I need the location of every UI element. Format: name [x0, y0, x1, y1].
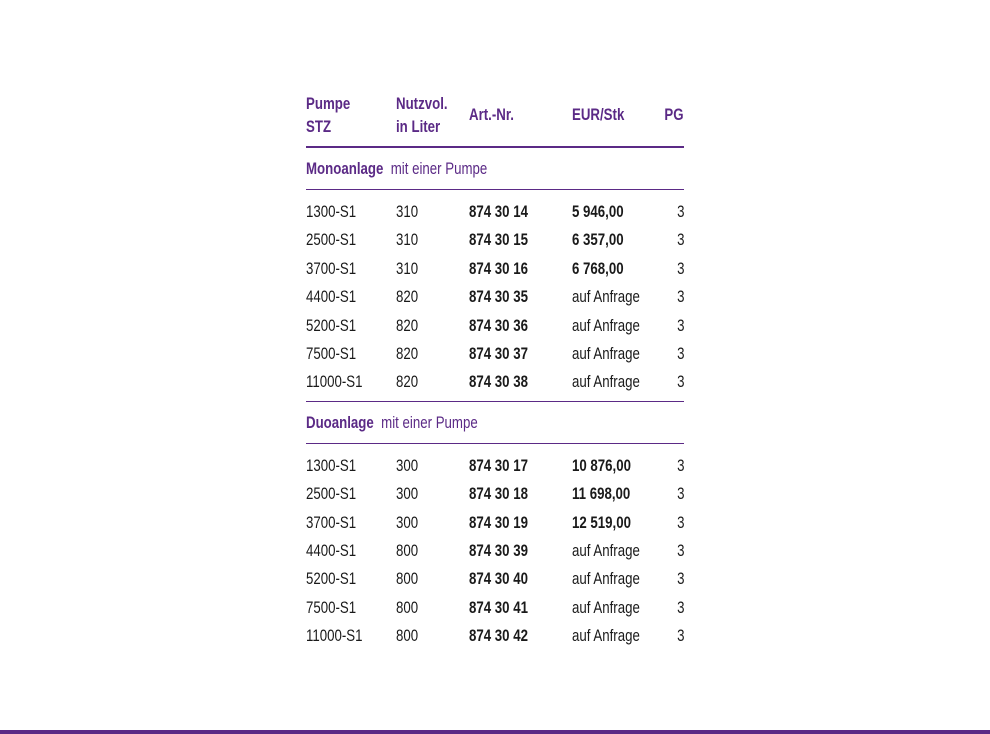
cell-price: 5 946,00 [572, 202, 624, 221]
cell-article-number: 874 30 15 [469, 230, 528, 250]
cell-article-number: 874 30 36 [469, 315, 528, 335]
cell-pumpe: 11000-S1 [306, 626, 363, 646]
cell-volume: 310 [396, 202, 419, 221]
cell-price: 12 519,00 [572, 512, 631, 532]
cell-pumpe: 7500-S1 [306, 597, 357, 617]
section-monoanlage [306, 148, 684, 401]
cell-pg: 3 [676, 626, 684, 646]
header-volume-line2: in Liter [396, 117, 441, 136]
cell-price: auf Anfrage [572, 315, 640, 335]
section-title [306, 401, 684, 444]
price-table [306, 92, 684, 654]
cell-price: auf Anfrage [572, 626, 640, 646]
cell-article-number: 874 30 19 [469, 512, 528, 532]
cell-price: auf Anfrage [572, 597, 640, 617]
cell-price: 11 698,00 [572, 484, 631, 504]
cell-volume: 820 [396, 343, 419, 363]
cell-price: 6 357,00 [572, 230, 624, 250]
table-row [306, 509, 684, 537]
cell-price: auf Anfrage [572, 343, 640, 363]
cell-volume: 800 [396, 597, 419, 617]
cell-volume: 820 [396, 315, 419, 335]
cell-article-number: 874 30 41 [469, 597, 528, 617]
header-volume-line1: Nutzvol. [396, 94, 448, 113]
cell-pg: 3 [676, 258, 684, 278]
table-row [306, 226, 684, 254]
cell-pumpe: 11000-S1 [306, 372, 363, 392]
table-row [306, 565, 684, 593]
table-row [306, 198, 684, 226]
cell-price: 10 876,00 [572, 455, 631, 475]
bottom-rule [0, 730, 990, 734]
section-name: Monoanlage [306, 159, 384, 178]
header-pumpe-line1: Pumpe [306, 94, 351, 113]
cell-pg: 3 [676, 343, 684, 363]
cell-volume: 300 [396, 512, 419, 532]
cell-volume: 820 [396, 372, 419, 392]
cell-pg: 3 [676, 202, 684, 221]
table-row [306, 340, 684, 368]
table-row [306, 480, 684, 508]
cell-volume: 300 [396, 455, 419, 475]
cell-article-number: 874 30 38 [469, 372, 528, 392]
cell-price: auf Anfrage [572, 287, 640, 307]
cell-volume: 800 [396, 569, 419, 589]
header-price-label: EUR/Stk [572, 105, 625, 124]
cell-pumpe: 2500-S1 [306, 484, 357, 504]
cell-article-number: 874 30 16 [469, 258, 528, 278]
cell-pg: 3 [676, 597, 684, 617]
cell-article-number: 874 30 39 [469, 540, 528, 560]
cell-article-number: 874 30 17 [469, 455, 528, 475]
cell-article-number: 874 30 42 [469, 626, 528, 646]
cell-price: auf Anfrage [572, 372, 640, 392]
section-name: Duoanlage [306, 412, 374, 432]
section-rows [306, 444, 684, 655]
table-row [306, 255, 684, 283]
section-subtitle: mit einer Pumpe [390, 159, 488, 178]
header-pumpe-line2: STZ [306, 117, 332, 136]
cell-pumpe: 1300-S1 [306, 202, 357, 221]
cell-volume: 800 [396, 540, 419, 560]
cell-article-number: 874 30 37 [469, 343, 528, 363]
section-title [306, 148, 684, 190]
header-pumpe [306, 92, 363, 138]
cell-pg: 3 [676, 540, 684, 560]
cell-article-number: 874 30 40 [469, 569, 528, 589]
table-row [306, 283, 684, 311]
table-row [306, 594, 684, 622]
cell-pg: 3 [676, 512, 684, 532]
table-row [306, 452, 684, 480]
cell-volume: 800 [396, 626, 419, 646]
table-header [306, 92, 684, 148]
header-article-number [469, 103, 527, 126]
table-row [306, 537, 684, 565]
cell-pumpe: 2500-S1 [306, 230, 357, 250]
table-row [306, 312, 684, 340]
cell-pg: 3 [676, 287, 684, 307]
header-price [572, 103, 639, 126]
cell-pg: 3 [676, 455, 684, 475]
cell-price: auf Anfrage [572, 540, 640, 560]
cell-pumpe: 3700-S1 [306, 258, 357, 278]
cell-volume: 300 [396, 484, 419, 504]
section-subtitle: mit einer Pumpe [381, 412, 478, 432]
cell-price: 6 768,00 [572, 258, 624, 278]
cell-pumpe: 4400-S1 [306, 287, 357, 307]
cell-volume: 310 [396, 258, 419, 278]
cell-pumpe: 7500-S1 [306, 343, 357, 363]
cell-volume: 310 [396, 230, 419, 250]
cell-article-number: 874 30 14 [469, 202, 528, 221]
cell-pumpe: 3700-S1 [306, 512, 357, 532]
table-row [306, 368, 684, 396]
section-duoanlage [306, 401, 684, 655]
cell-pumpe: 5200-S1 [306, 569, 357, 589]
header-article-number-label: Art.-Nr. [469, 105, 514, 124]
cell-pg: 3 [676, 230, 684, 250]
cell-pg: 3 [676, 372, 684, 392]
cell-pumpe: 1300-S1 [306, 455, 357, 475]
cell-pg: 3 [676, 484, 684, 504]
cell-price: auf Anfrage [572, 569, 640, 589]
cell-pg: 3 [676, 569, 684, 589]
section-rows [306, 190, 684, 401]
header-pg [659, 103, 684, 126]
header-volume [396, 92, 462, 138]
cell-pg: 3 [676, 315, 684, 335]
cell-article-number: 874 30 18 [469, 484, 528, 504]
table-body [306, 148, 684, 654]
cell-pumpe: 4400-S1 [306, 540, 357, 560]
cell-pumpe: 5200-S1 [306, 315, 357, 335]
table-row [306, 622, 684, 650]
cell-volume: 820 [396, 287, 419, 307]
header-pg-label: PG [664, 105, 684, 124]
cell-article-number: 874 30 35 [469, 287, 528, 307]
